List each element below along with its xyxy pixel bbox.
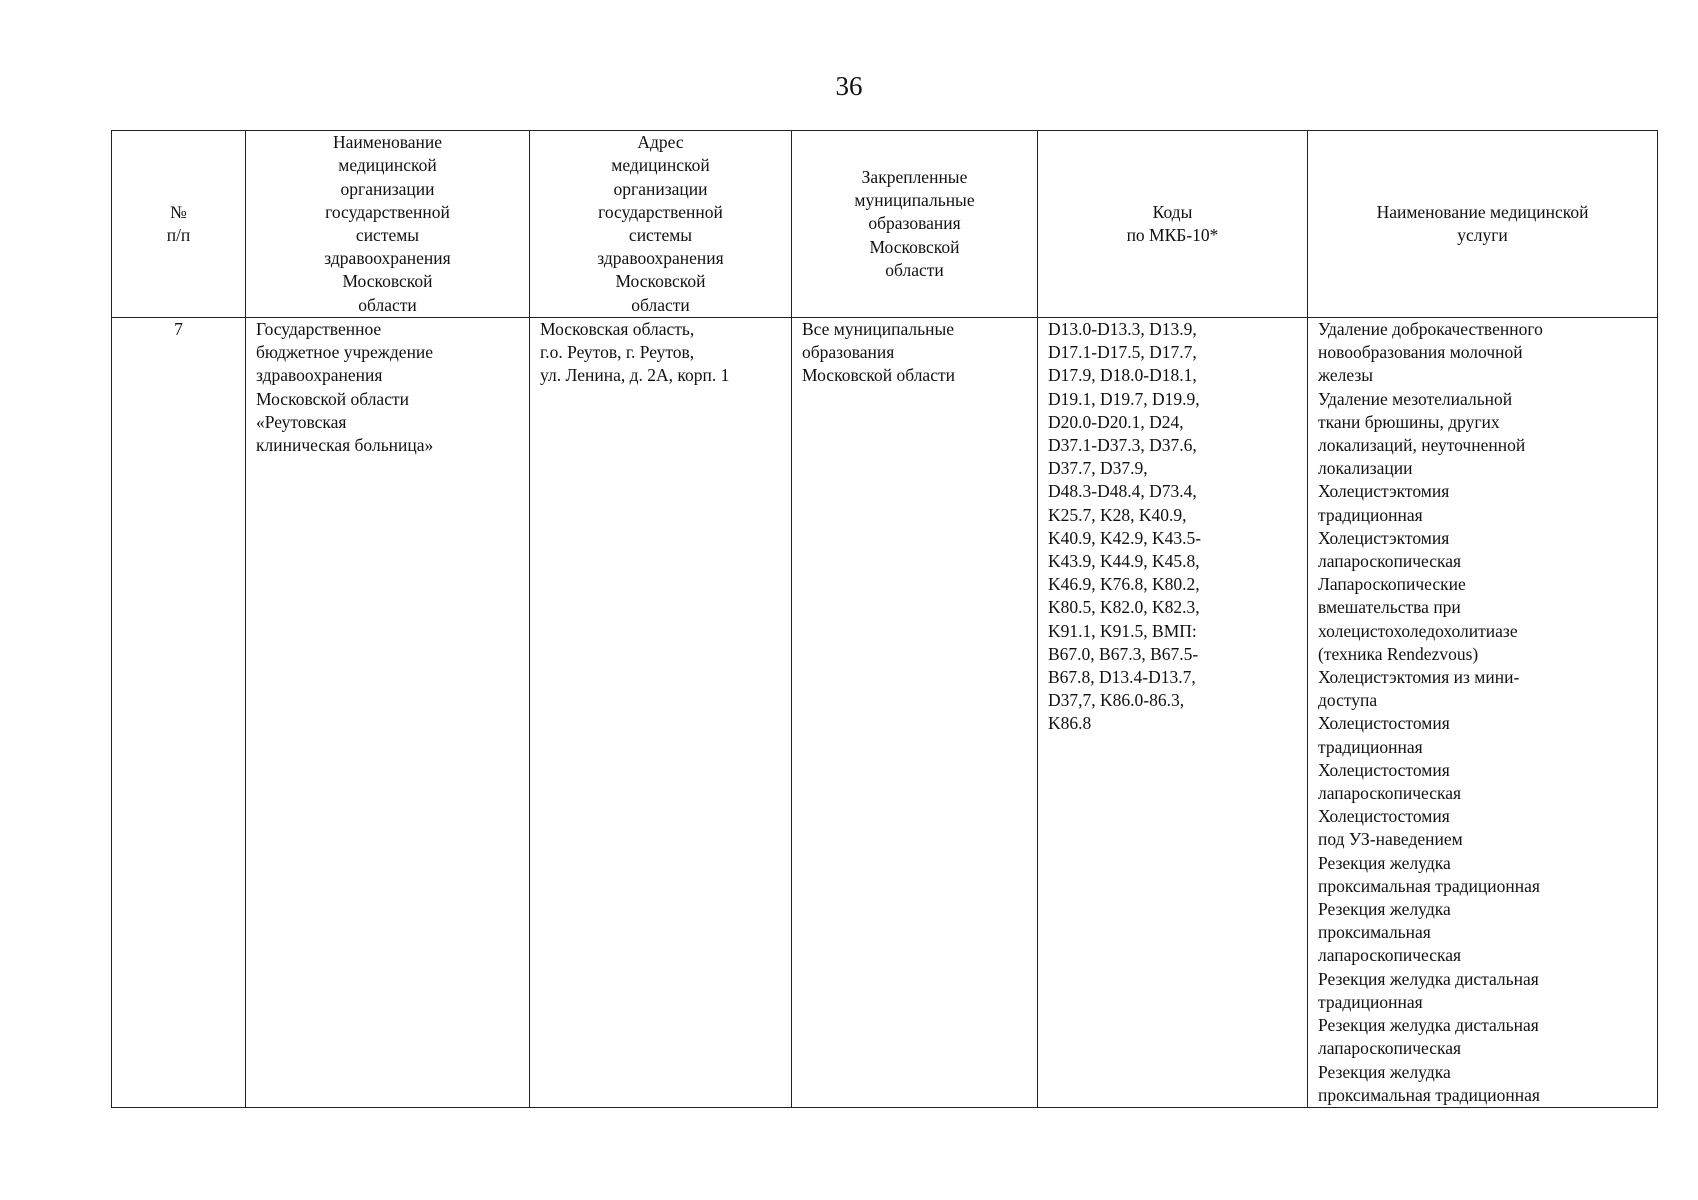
row-codes <box>1038 318 1308 1108</box>
text-line: новообразования молочной <box>1318 342 1523 363</box>
header-codes <box>1038 131 1308 318</box>
text-line: Закрепленные <box>861 166 968 187</box>
text-line: бюджетное учреждение <box>256 342 434 363</box>
text-line: здравоохранения <box>597 248 724 269</box>
text-line: по МКБ-10* <box>1126 225 1219 245</box>
text-line: системы <box>628 225 693 245</box>
text-line: D37.7, D37.9, <box>1048 458 1148 479</box>
text-line: Холецистэктомия из мини- <box>1318 667 1520 688</box>
text-line: п/п <box>166 225 191 245</box>
text-line: области <box>358 294 417 315</box>
text-line: под УЗ-наведением <box>1318 829 1463 850</box>
text-line: ткани брюшины, других <box>1318 411 1500 432</box>
text-line: D20.0-D20.1, D24, <box>1048 411 1184 432</box>
text-line: системы <box>355 225 420 245</box>
text-line: лапароскопическая <box>1318 551 1462 572</box>
text-line: локализаций, неуточненной <box>1318 435 1526 456</box>
text-line: ул. Ленина, д. 2А, корп. 1 <box>540 365 730 386</box>
text-line: Московской <box>615 271 706 292</box>
text-line: K46.9, K76.8, K80.2, <box>1048 574 1200 595</box>
text-line: Удаление доброкачественного <box>1318 319 1543 339</box>
medical-organizations-table <box>111 130 1658 1108</box>
text-line: медицинской <box>338 155 437 176</box>
text-line: образования <box>802 342 895 363</box>
text-line: Лапароскопические <box>1318 574 1466 595</box>
row-municipalities <box>792 318 1038 1108</box>
text-line: D48.3-D48.4, D73.4, <box>1048 481 1197 502</box>
text-line: K43.9, K44.9, K45.8, <box>1048 551 1200 572</box>
text-line: (техника Rendezvous) <box>1318 643 1479 664</box>
header-address <box>530 131 792 318</box>
row-number: 7 <box>112 318 246 1108</box>
text-line: Московской <box>342 271 433 292</box>
text-line: традиционная <box>1318 991 1423 1012</box>
text-line: клиническая больница» <box>256 435 434 456</box>
text-line: лапароскопическая <box>1318 783 1462 804</box>
header-service <box>1308 131 1658 318</box>
text-line: вмешательства при <box>1318 597 1461 618</box>
text-line: организации <box>613 178 708 199</box>
text-line: K86.8 <box>1048 713 1092 734</box>
text-line: B67.8, D13.4-D13.7, <box>1048 667 1196 688</box>
text-line: Все муниципальные <box>802 319 954 339</box>
text-line: Холецистостомия <box>1318 713 1450 734</box>
text-line: проксимальная традиционная <box>1318 1084 1540 1105</box>
text-line: D13.0-D13.3, D13.9, <box>1048 319 1197 339</box>
text-line: Резекция желудка дистальная <box>1318 968 1539 989</box>
text-line: № <box>170 201 187 222</box>
text-line: традиционная <box>1318 736 1423 757</box>
text-line: Московская область, <box>540 319 695 339</box>
text-line: локализации <box>1318 458 1413 479</box>
row-org-name <box>246 318 530 1108</box>
row-address <box>530 318 792 1108</box>
text-line: проксимальная традиционная <box>1318 875 1540 896</box>
text-line: K91.1, K91.5, ВМП: <box>1048 620 1197 641</box>
text-line: государственной <box>325 201 450 222</box>
text-line: железы <box>1318 365 1374 386</box>
text-line: B67.0, B67.3, B67.5- <box>1048 643 1199 664</box>
row-service <box>1308 318 1658 1108</box>
text-line: лапароскопическая <box>1318 1038 1462 1059</box>
text-line: услуги <box>1457 225 1508 245</box>
header-number <box>112 131 246 318</box>
text-line: Наименование медицинской <box>1376 201 1589 222</box>
text-line: лапароскопическая <box>1318 945 1462 966</box>
text-line: образования <box>868 213 961 234</box>
text-line: муниципальные <box>854 190 975 211</box>
text-line: D17.1-D17.5, D17.7, <box>1048 342 1197 363</box>
text-line: D37.1-D37.3, D37.6, <box>1048 435 1197 456</box>
text-line: традиционная <box>1318 504 1423 525</box>
text-line: области <box>631 294 690 315</box>
text-line: K40.9, K42.9, K43.5- <box>1048 527 1202 548</box>
text-line: государственной <box>598 201 723 222</box>
header-org-name <box>246 131 530 318</box>
text-line: Наименование <box>332 132 443 153</box>
page-number: 36 <box>835 71 863 101</box>
text-line: Холецистостомия <box>1318 806 1450 827</box>
text-line: D17.9, D18.0-D18.1, <box>1048 365 1197 386</box>
text-line: Холецистостомия <box>1318 759 1450 780</box>
text-line: Московской области <box>256 388 409 409</box>
header-municipalities <box>792 131 1038 318</box>
text-line: Резекция желудка <box>1318 899 1451 920</box>
text-line: здравоохранения <box>324 248 451 269</box>
text-line: Холецистэктомия <box>1318 527 1450 548</box>
text-line: здравоохранения <box>256 365 383 386</box>
text-line: организации <box>340 178 435 199</box>
text-line: Холецистэктомия <box>1318 481 1450 502</box>
text-line: Государственное <box>256 319 382 339</box>
text-line: г.о. Реутов, г. Реутов, <box>540 342 695 363</box>
text-line: области <box>885 259 944 280</box>
text-line: Адрес <box>637 132 684 153</box>
text-line: D37,7, K86.0-86.3, <box>1048 690 1185 711</box>
text-line: D19.1, D19.7, D19.9, <box>1048 388 1200 409</box>
text-line: Резекция желудка <box>1318 1061 1451 1082</box>
text-line: K25.7, K28, K40.9, <box>1048 504 1187 525</box>
text-line: доступа <box>1318 690 1378 711</box>
text-line: K80.5, K82.0, K82.3, <box>1048 597 1200 618</box>
table-header-row <box>112 131 1658 318</box>
text-line: холецистохоледохолитиазе <box>1318 620 1518 641</box>
text-line: Московской области <box>802 365 955 386</box>
text-line: медицинской <box>611 155 710 176</box>
text-line: проксимальная <box>1318 922 1431 943</box>
text-line: Удаление мезотелиальной <box>1318 388 1513 409</box>
text-line: Коды <box>1152 201 1193 222</box>
text-line: Резекция желудка дистальная <box>1318 1015 1539 1036</box>
text-line: Московской <box>869 236 960 257</box>
text-line: «Реутовская <box>256 411 347 432</box>
text-line: Резекция желудка <box>1318 852 1451 873</box>
table-row <box>112 318 1658 1108</box>
